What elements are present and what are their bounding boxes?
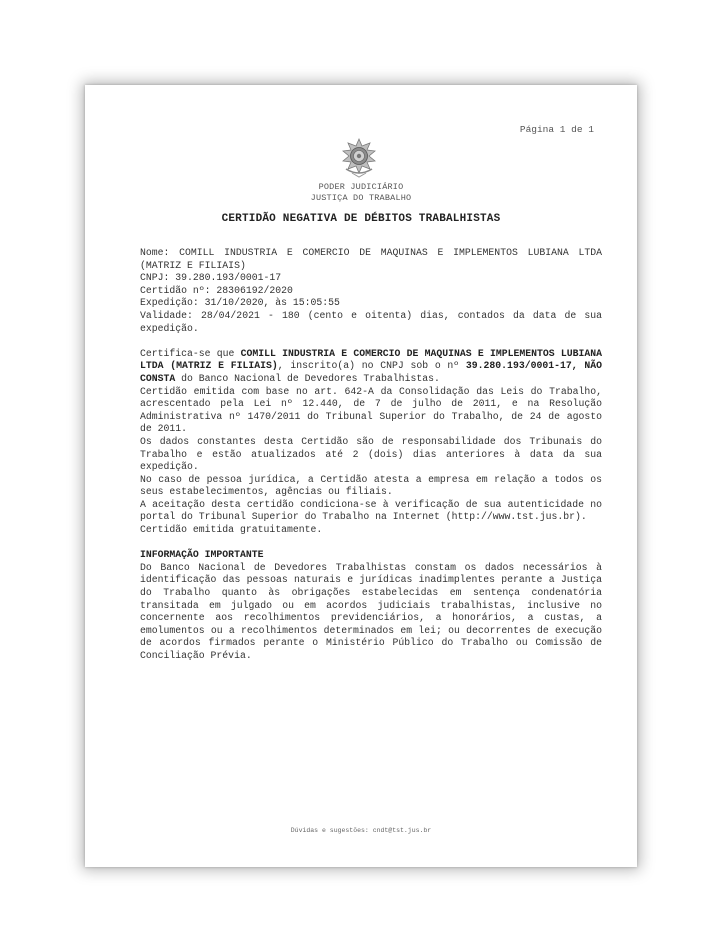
detail-certidao: Certidão nº: 28306192/2020: [140, 284, 293, 296]
data-responsibility-paragraph: Os dados constantes desta Certidão são de responsabilidade dos Tribunais do Trabalho e estão atualizados até 2 (dois) dias anteriores à data da sua expedição.: [140, 435, 602, 473]
authenticity-paragraph: A aceitação desta certidão condiciona-se à verificação de sua autenticidade no portal do Tribunal Superior do Trabalho na Internet (http://www.tst.jus.br).: [140, 498, 602, 523]
detail-nome: Nome: COMILL INDUSTRIA E COMERCIO DE MAQUINAS E IMPLEMENTOS LUBIANA LTDA (MATRIZ E FILIAIS): [140, 247, 602, 271]
company-name: COMILL INDUSTRIA E COMERCIO DE MAQUINAS E IMPLEMENTOS LUBIANA LTDA (MATRIZ E FILIAIS): [140, 347, 603, 372]
important-heading: INFORMAÇÃO IMPORTANTE: [140, 549, 264, 561]
document-body: [140, 247, 602, 663]
header-line-judiciary: PODER JUDICIÁRIO: [318, 182, 404, 192]
detail-expedicao: Expedição: 31/10/2020, às 15:05:55: [140, 297, 340, 309]
free-issue-paragraph: Certidão emitida gratuitamente.: [140, 524, 323, 536]
company-cnpj-status: 39.280.193/0001-17, NÃO CONSTA: [140, 360, 602, 384]
document-title: CERTIDÃO NEGATIVA DE DÉBITOS TRABALHISTAS: [221, 213, 501, 225]
certification-paragraph: Certifica-se que COMILL INDUSTRIA E COMERCIO DE MAQUINAS E IMPLEMENTOS LUBIANA LTDA (MATRIZ E FILIAIS), inscrito(a) no CNPJ sob o nº 39.280.193/0001-17, NÃO CONSTA do Banco Nacional de Devedores Trabalhistas.: [140, 347, 603, 384]
document-page: [85, 85, 637, 867]
coat-of-arms-icon: [340, 137, 378, 179]
header-line-labor-court: JUSTIÇA DO TRABALHO: [310, 193, 412, 203]
legal-entity-paragraph: No caso de pessoa jurídica, a Certidão atesta a empresa em relação a todos os seus estabelecimentos, agências ou filiais.: [140, 473, 602, 498]
important-text: Do Banco Nacional de Devedores Trabalhistas constam os dados necessários à identificação das pessoas naturais e jurídicas inadimplentes perante a Justiça do Trabalho quanto às obrigações estabelecidas em sentença condenatória transitada em julgado ou em acordos judiciais trabalhistas, inclusive no concernente aos recolhimentos previdenciários, a honorários, a custas, a emolumentos ou a recolhimentos determinados em lei; ou decorrentes de execução de acordos firmados perante o Ministério Público do Trabalho ou Comissão de Conciliação Prévia.: [140, 561, 602, 661]
footer-contact: Dúvidas e sugestões: cndt@tst.jus.br: [290, 827, 432, 834]
legal-basis-paragraph: Certidão emitida com base no art. 642-A da Consolidação das Leis do Trabalho, acrescentado pela Lei nº 12.440, de 7 de julho de 2011, e na Resolução Administrativa nº 1470/2011 do Tribunal Superior do Trabalho, de 24 de agosto de 2011.: [140, 385, 602, 435]
detail-validade: Validade: 28/04/2021 - 180 (cento e oitenta) dias, contados da data de sua expedição.: [140, 309, 602, 334]
detail-cnpj: CNPJ: 39.280.193/0001-17: [140, 272, 282, 284]
page-number: Página 1 de 1: [519, 124, 594, 135]
